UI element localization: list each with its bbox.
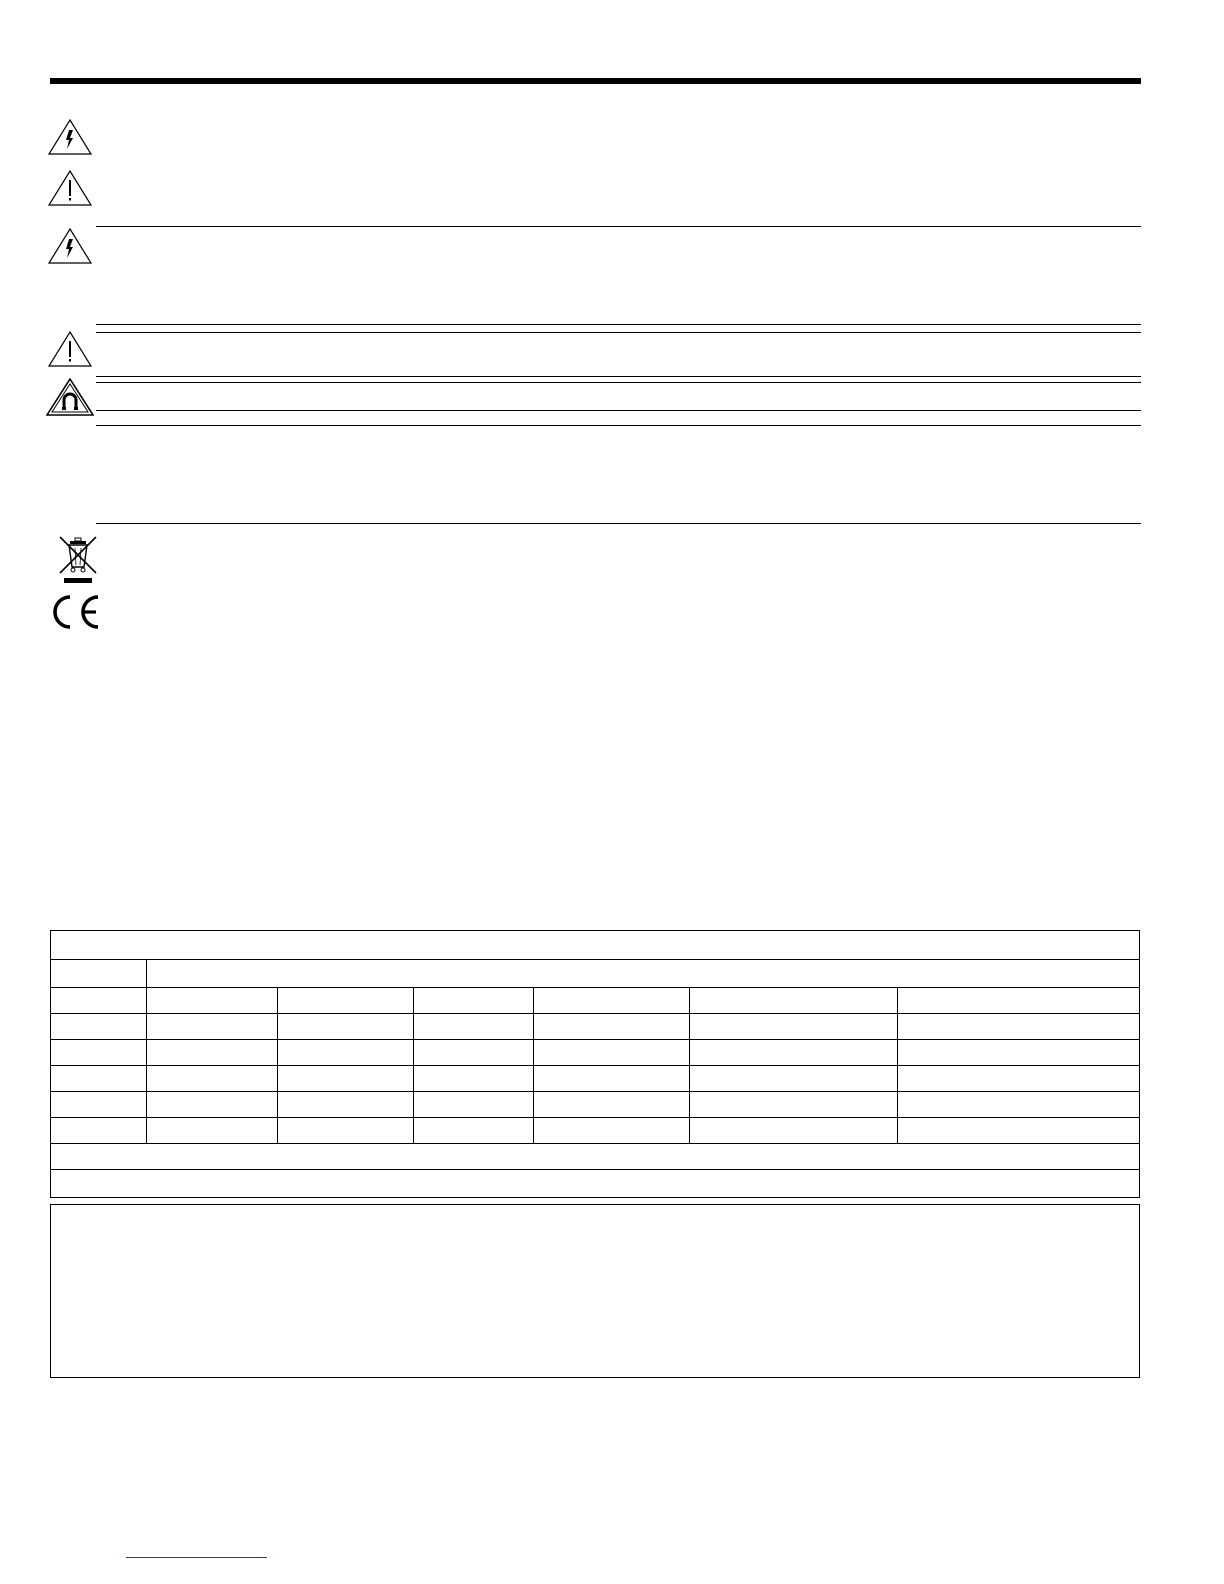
footer-link[interactable] xyxy=(126,1557,267,1558)
section-rule xyxy=(96,523,1141,524)
table-cell xyxy=(146,1092,277,1118)
magnetic-field-warning-icon xyxy=(46,378,94,416)
table-cell xyxy=(689,1092,897,1118)
table-cell xyxy=(413,988,533,1014)
caution-exclamation-icon-2 xyxy=(48,331,92,367)
section-rule xyxy=(96,382,1141,383)
electric-shock-warning-icon-2 xyxy=(48,228,92,264)
table-row xyxy=(51,1014,1139,1040)
table-cell xyxy=(533,1118,689,1144)
caution-exclamation-icon xyxy=(48,170,92,206)
table-cell xyxy=(146,988,277,1014)
table-row xyxy=(51,960,1139,988)
table-cell xyxy=(413,1066,533,1092)
header-rule xyxy=(50,78,1141,84)
section-rule xyxy=(96,324,1141,325)
section-rule xyxy=(96,226,1141,227)
ce-mark-icon xyxy=(48,594,102,630)
table-cell xyxy=(146,1040,277,1066)
table-cell xyxy=(51,1040,146,1066)
section-rule xyxy=(96,376,1141,377)
table-cell xyxy=(533,988,689,1014)
section-rule xyxy=(96,410,1141,411)
table-cell xyxy=(689,1118,897,1144)
table-row xyxy=(51,1040,1139,1066)
table-cell xyxy=(533,1066,689,1092)
electric-shock-warning-icon xyxy=(48,119,92,155)
table-cell xyxy=(277,1040,413,1066)
table-cell xyxy=(533,1040,689,1066)
table-cell xyxy=(897,1040,1139,1066)
table-cell xyxy=(277,1092,413,1118)
table-cell xyxy=(146,960,1139,988)
table-cell xyxy=(51,1170,1139,1196)
table-cell xyxy=(277,1014,413,1040)
table-cell xyxy=(51,960,146,988)
table-row xyxy=(51,1144,1139,1170)
table-cell xyxy=(146,1066,277,1092)
table-row xyxy=(51,1092,1139,1118)
table-cell xyxy=(689,1040,897,1066)
table-row xyxy=(51,1066,1139,1092)
table-cell xyxy=(51,1092,146,1118)
table-cell xyxy=(277,988,413,1014)
table-cell xyxy=(897,1014,1139,1040)
table-cell xyxy=(277,1118,413,1144)
spec-table xyxy=(50,930,1140,1198)
section-rule xyxy=(96,425,1141,426)
table-cell xyxy=(51,988,146,1014)
table-cell xyxy=(51,1118,146,1144)
table-cell xyxy=(277,1066,413,1092)
table-cell xyxy=(689,988,897,1014)
table-row xyxy=(51,988,1139,1014)
section-rule xyxy=(96,332,1141,333)
table-cell xyxy=(689,1066,897,1092)
table-cell xyxy=(897,1092,1139,1118)
table-cell xyxy=(533,1092,689,1118)
table-row xyxy=(51,1170,1139,1196)
table-cell xyxy=(897,1118,1139,1144)
table-cell xyxy=(413,1092,533,1118)
table-cell xyxy=(51,1014,146,1040)
table-cell xyxy=(533,1014,689,1040)
table-cell xyxy=(689,1014,897,1040)
table-cell xyxy=(51,1144,1139,1170)
table-cell xyxy=(897,1066,1139,1092)
notes-box xyxy=(50,1204,1140,1378)
table-cell xyxy=(146,1118,277,1144)
spec-table-grid xyxy=(51,959,1139,1196)
table-cell xyxy=(413,1040,533,1066)
table-cell xyxy=(413,1014,533,1040)
table-cell xyxy=(897,988,1139,1014)
table-cell xyxy=(413,1118,533,1144)
weee-crossed-bin-icon xyxy=(56,535,100,585)
table-row xyxy=(51,1118,1139,1144)
table-cell xyxy=(146,1014,277,1040)
table-cell xyxy=(51,1066,146,1092)
